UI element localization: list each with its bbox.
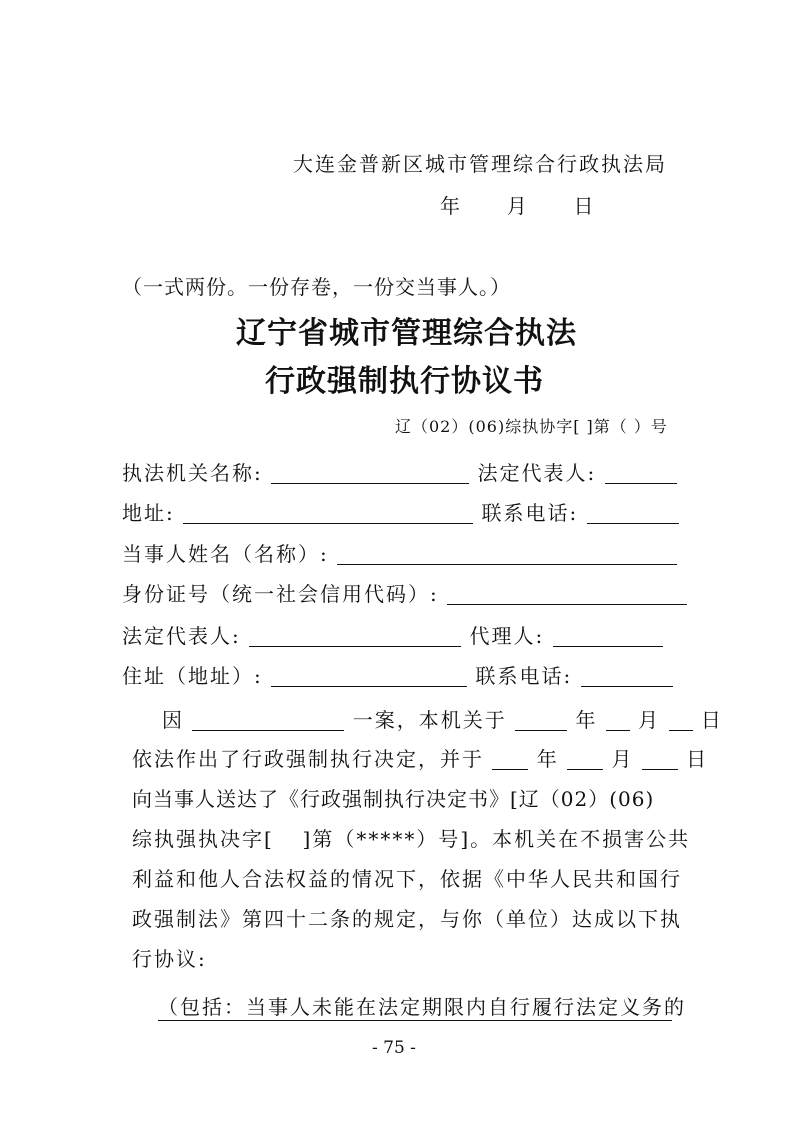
id-number-label: 身份证号（统一社会信用代码）:	[122, 582, 439, 606]
document-number: 辽（02）(06)综执协字[ ]第（ ）号	[395, 417, 668, 436]
agency-name-blank[interactable]	[271, 463, 469, 484]
body-text: 因	[162, 708, 184, 732]
field-row-agency	[122, 457, 677, 486]
body-line-4	[132, 823, 690, 852]
body-line-2	[132, 743, 708, 772]
agent-label: 代理人:	[469, 624, 545, 648]
body-line-3: 向当事人送达了《行政强制执行决定书》[辽（02）(06)	[132, 787, 655, 811]
body-text: 依法作出了行政强制执行决定，并于	[132, 747, 484, 771]
residence-blank[interactable]	[271, 666, 467, 687]
body-text: 月	[638, 708, 661, 732]
document-title-line2: 行政强制执行协议书	[265, 364, 544, 399]
decision-day-blank[interactable]	[669, 710, 693, 731]
field-row-id	[122, 578, 687, 607]
party-name-label: 当事人姓名（名称）:	[122, 542, 329, 566]
case-name-blank[interactable]	[192, 710, 344, 731]
body-text: 日	[686, 747, 709, 771]
document-title-line1: 辽宁省城市管理综合执法	[236, 316, 577, 351]
signature-date	[440, 190, 595, 219]
address-blank[interactable]	[183, 503, 473, 524]
phone-label: 联系电话:	[481, 501, 579, 525]
body-text: ]第（*****）号]。本机关在不损害公共	[302, 827, 691, 851]
page-number: - 75 -	[372, 1038, 416, 1058]
phone-blank[interactable]	[587, 503, 679, 524]
body-text: 年	[536, 747, 559, 771]
legal-rep-label: 法定代表人:	[477, 461, 597, 485]
field-row-address	[122, 497, 679, 526]
served-day-blank[interactable]	[642, 749, 678, 770]
residence-label: 住址（地址）:	[122, 664, 263, 688]
copies-note: （一式两份。一份存卷，一份交当事人。）	[122, 275, 511, 299]
served-year-blank[interactable]	[492, 749, 528, 770]
party-legal-rep-blank[interactable]	[249, 626, 461, 647]
party-legal-rep-label: 法定代表人:	[122, 624, 241, 648]
id-number-blank[interactable]	[447, 584, 687, 605]
decision-year-blank[interactable]	[515, 710, 567, 731]
body-line-1	[162, 704, 723, 733]
date-day-label: 日	[573, 194, 596, 218]
body-line-5: 利益和他人合法权益的情况下，依据《中华人民共和国行	[132, 867, 682, 891]
body-text: 日	[700, 708, 723, 732]
field-row-party	[122, 538, 677, 567]
agent-blank[interactable]	[553, 626, 663, 647]
party-phone-blank[interactable]	[581, 666, 673, 687]
body-text: 一案，本机关于	[352, 708, 507, 732]
date-month-label: 月	[506, 194, 529, 218]
party-phone-label: 联系电话:	[475, 664, 573, 688]
body-text: 月	[611, 747, 634, 771]
agreement-clause: （包括：当事人未能在法定期限内自行履行法定义务的	[158, 991, 672, 1021]
field-row-residence	[122, 660, 673, 689]
agency-signature: 大连金普新区城市管理综合行政执法局	[293, 152, 667, 176]
decision-month-blank[interactable]	[606, 710, 630, 731]
party-name-blank[interactable]	[337, 544, 677, 565]
served-month-blank[interactable]	[567, 749, 603, 770]
body-text: 年	[575, 708, 598, 732]
agency-name-label: 执法机关名称:	[122, 461, 263, 485]
body-line-6: 政强制法》第四十二条的规定，与你（单位）达成以下执	[132, 907, 682, 931]
body-text: 综执强执决字[	[132, 827, 274, 851]
address-label: 地址:	[122, 501, 175, 525]
legal-rep-blank[interactable]	[605, 463, 677, 484]
field-row-rep	[122, 620, 663, 649]
date-year-label: 年	[440, 194, 462, 218]
body-line-7: 行协议:	[132, 947, 207, 971]
